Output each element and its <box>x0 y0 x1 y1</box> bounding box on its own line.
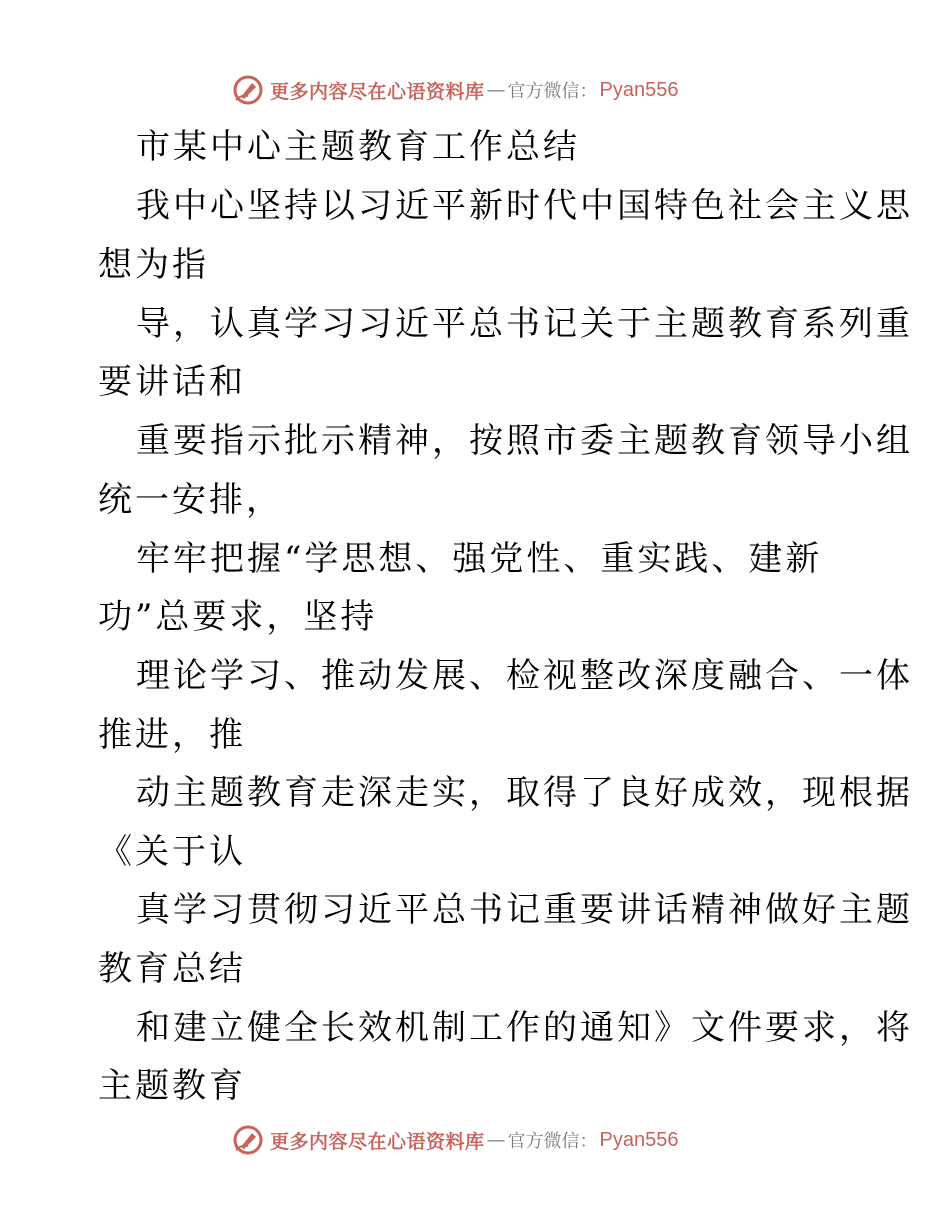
text-line: 理论学习、推动发展、检视整改深度融合、一体 <box>136 656 913 696</box>
text-line: 主题教育 <box>98 1066 246 1106</box>
banner-wechat-id: Pyan556 <box>599 1128 679 1151</box>
text-line: 《关于认 <box>98 832 246 872</box>
header-banner <box>232 70 678 110</box>
banner-dash: — <box>486 79 506 101</box>
pen-nib-logo-icon <box>232 1124 264 1156</box>
banner-sub-text: 官方微信： <box>507 81 598 102</box>
document-title: 市某中心主题教育工作总结 <box>136 127 580 167</box>
text-line: 推进，推 <box>98 715 246 755</box>
text-line: 牢牢把握“学思想、强党性、重实践、建新 <box>136 539 823 579</box>
banner-wechat-id: Pyan556 <box>599 78 679 101</box>
banner-main-text: 更多内容尽在心语资料库 <box>270 80 485 103</box>
pen-nib-logo-icon <box>232 74 264 106</box>
text-line: 我中心坚持以习近平新时代中国特色社会主义思 <box>136 186 913 226</box>
text-line: 重要指示批示精神，按照市委主题教育领导小组 <box>136 421 913 461</box>
text-line: 教育总结 <box>98 949 246 989</box>
text-line: 想为指 <box>98 245 209 285</box>
text-line: 真学习贯彻习近平总书记重要讲话精神做好主题 <box>136 890 913 930</box>
text-line: 要讲话和 <box>98 362 246 402</box>
banner-sub-text: 官方微信： <box>507 1131 598 1152</box>
text-line: 统一安排， <box>98 480 283 520</box>
text-line: 和建立健全长效机制工作的通知》文件要求，将 <box>136 1008 913 1048</box>
text-line: 功”总要求，坚持 <box>98 597 378 637</box>
footer-banner <box>232 1120 678 1160</box>
text-line: 导，认真学习习近平总书记关于主题教育系列重 <box>136 304 913 344</box>
text-line: 动主题教育走深走实，取得了良好成效，现根据 <box>136 773 913 813</box>
banner-dash: — <box>486 1129 506 1151</box>
banner-main-text: 更多内容尽在心语资料库 <box>270 1130 485 1153</box>
